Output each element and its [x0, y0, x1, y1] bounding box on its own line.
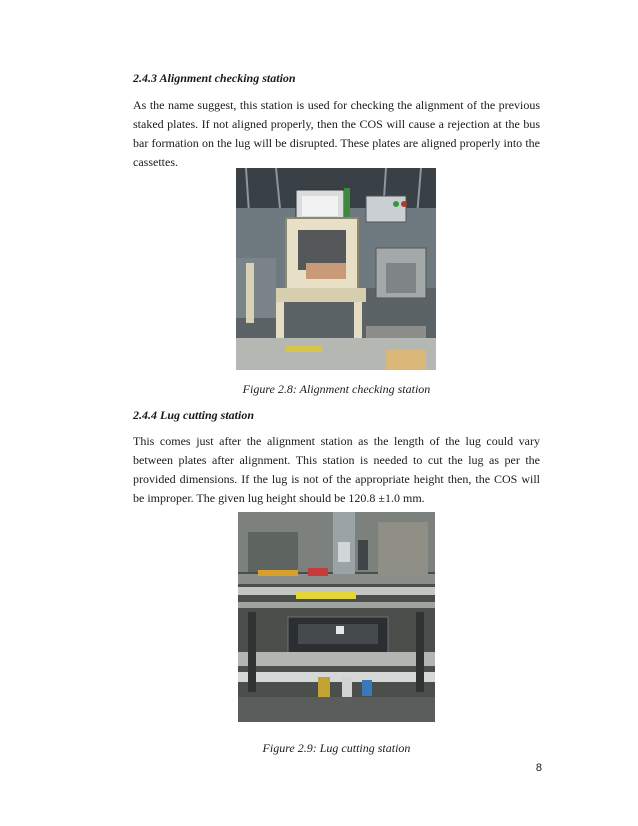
- alignment-checking-station-photo: [236, 168, 436, 370]
- paragraph-alignment: As the name suggest, this station is used for checking the alignment of the previous staked plates. If not aligned properly, then the COS will cause a rejection at the bus bar formation on the lug will be disrupted. These plates are aligned properly into the cassettes.: [133, 98, 540, 169]
- lug-cutting-station-photo: [238, 512, 435, 722]
- figure-caption-2-8: Figure 2.8: Alignment checking station: [242, 382, 431, 396]
- section-heading-alignment: 2.4.3 Alignment checking station: [133, 71, 296, 85]
- figure-caption-2-9: Figure 2.9: Lug cutting station: [262, 741, 411, 755]
- page-number: 8: [535, 762, 542, 774]
- section-heading-lug-cutting: 2.4.4 Lug cutting station: [133, 408, 255, 422]
- paragraph-lug-cutting: This comes just after the alignment station as the length of the lug could vary between plates after alignment. This station is needed to cut the lug as per the provided dimensions. If the lug is not of the appropriate height then, the COS will be improper. The given lug height should be 120.8 ±1.0 mm.: [133, 434, 540, 505]
